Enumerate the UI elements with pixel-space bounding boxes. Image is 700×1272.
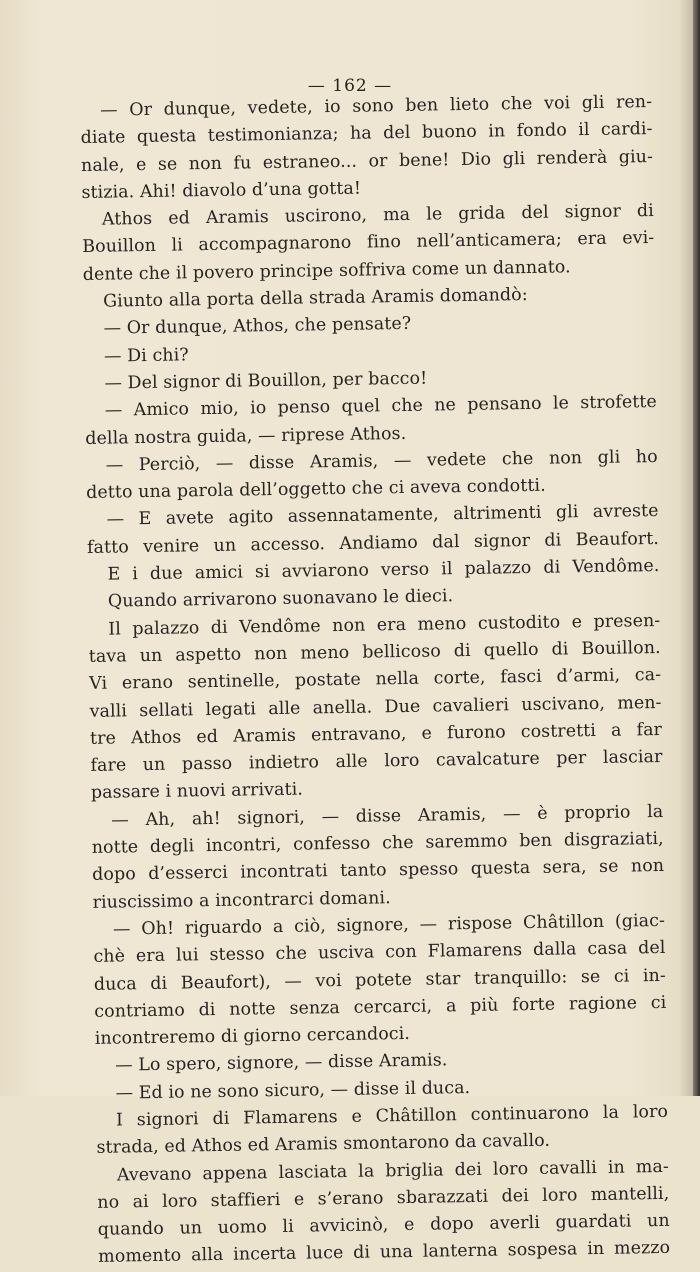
text-line: Avevano appena lasciata la briglia dei loro cavalli in ma- <box>116 1156 670 1186</box>
text-line: Quando arrivarono suonavano le dieci. <box>107 586 454 612</box>
body-text <box>80 89 670 1272</box>
text-line: notte degli incontri, confesso che saremmo ben disgraziati, <box>91 828 664 858</box>
text-line: nale, e se non fu estraneo... or bene! Dio gli renderà giu- <box>80 146 654 176</box>
text-line: contriamo di notte senza cercarci, a più forte ragione ci <box>94 992 667 1022</box>
text-line: — Perciò, — disse Aramis, — vedete che non gli ho <box>105 446 658 476</box>
text-line: Giunto alla porta della strada Aramis domandò: <box>103 285 528 312</box>
text-line: tre Athos ed Aramis entravano, e furono costretti a far <box>89 719 663 749</box>
text-line: chè era lui stesso che usciva con Flamarens dalla casa del <box>93 938 666 968</box>
text-line: no ai loro staffieri e s’erano sbarazzati dei loro mantelli, <box>97 1183 670 1213</box>
text-line: — Ed io ne sono sicuro, — disse il duca. <box>115 1077 471 1104</box>
text-line: detto una parola dell’oggetto che ci aveva condotti. <box>86 475 546 504</box>
text-line: — Ah, ah! signori, — disse Aramis, — è proprio la <box>111 801 664 831</box>
text-line: Bouillon li accompagnarono fino nell’anticamera; era evi- <box>82 228 655 258</box>
text-line: quando un uomo li avvicinò, e dopo averli guardati un <box>97 1211 670 1241</box>
text-line: stizia. Ahi! diavolo d’una gotta! <box>81 178 362 203</box>
text-line: della nostra guida, — riprese Athos. <box>85 423 407 449</box>
text-line: momento alla incerta luce di una lanterna sospesa in mezzo <box>98 1238 671 1268</box>
text-line: dopo d’esserci incontrati tanto spesso questa sera, se non <box>92 856 665 886</box>
text-line: diate questa testimonianza; ha del buono in fondo il cardi- <box>80 119 653 149</box>
text-line: I signori di Flamarens e Châtillon continuarono la loro <box>115 1101 669 1131</box>
text-line: Vi erano sentinelle, postate nella corte, fasci d’armi, ca- <box>89 665 662 695</box>
page-number: — 162 — <box>307 76 393 96</box>
text-line: tava un aspetto non meno bellicoso di quello di Bouillon. <box>88 637 661 667</box>
text-line: — Del signor di Bouillon, per bacco! <box>104 368 428 394</box>
book-spine <box>693 0 700 1096</box>
text-line: riuscissimo a incontrarci domani. <box>92 887 391 913</box>
text-line: dente che il povero principe soffriva come un dannato. <box>82 257 571 285</box>
text-line: incontreremo di giorno cercandoci. <box>94 1024 411 1049</box>
text-line: — Or dunque, Athos, che pensate? <box>103 314 412 340</box>
text-line: — Or dunque, vedete, io sono ben lieto che voi gli ren- <box>100 92 653 121</box>
text-line: E i due amici si avviarono verso il palazzo di Vendôme. <box>107 556 660 585</box>
text-line: — E avete agito assennatamente, altrimenti gli avreste <box>106 501 659 531</box>
text-line: strada, ed Athos ed Aramis smontarono da cavallo. <box>96 1131 551 1159</box>
text-line: — Amico mio, io penso quel che ne pensano le strofette <box>104 392 658 421</box>
text-line: fare un passo indietro alle loro cavalcature per lasciar <box>90 747 663 777</box>
text-line: — Lo spero, signore, — disse Aramis. <box>115 1050 448 1076</box>
text-line: passare i nuovi arrivati. <box>90 780 304 804</box>
spine-shadow <box>679 0 693 1096</box>
text-line: fatto venire un accesso. Andiamo dal signor di Beaufort. <box>86 528 660 558</box>
text-line: duca di Beaufort), — voi potete star tranquillo: se ci in- <box>93 965 667 995</box>
text-line: valli sellati legati alle anella. Due cavalieri uscivano, men- <box>89 692 662 722</box>
text-line: — Oh! riguardo a ciò, signore, — rispose Châtillon (giac- <box>112 910 666 940</box>
text-line: Athos ed Aramis uscirono, ma le grida del signor di <box>101 201 655 230</box>
text-line: Il palazzo di Vendôme non era meno custodito e presen- <box>108 610 661 640</box>
text-line: — Di chi? <box>103 344 189 367</box>
